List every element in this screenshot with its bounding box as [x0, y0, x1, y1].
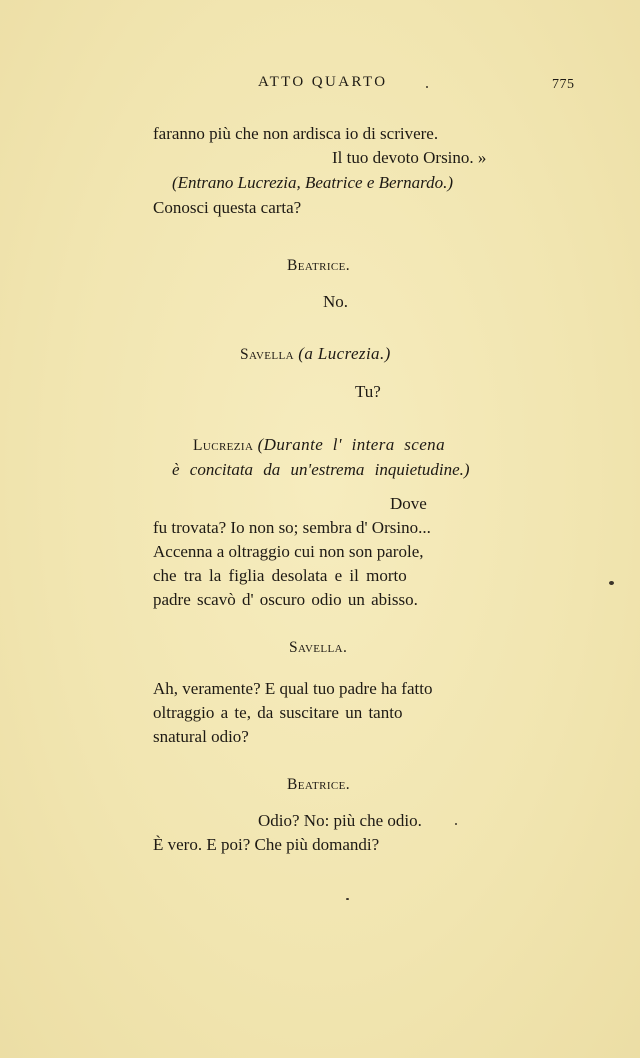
verse-line: Conosci questa carta? [153, 198, 302, 217]
stage-direction: (a Lucrezia.) [298, 344, 391, 363]
verse-line: padre scavò d' oscuro odio un abisso. [153, 590, 418, 609]
speaker-heading [193, 436, 445, 454]
stage-direction: è concitata da un'estrema inquietudine.) [172, 460, 470, 479]
page-number: 775 [552, 77, 575, 92]
verse-line: Dove [390, 494, 427, 513]
verse-line: fu trovata? Io non so; sembra d' Orsino... [153, 518, 431, 537]
verse-line: che tra la figlia desolata e il morto [153, 566, 407, 585]
verse-line: Accenna a oltraggio cui non son parole, [153, 542, 424, 561]
verse-line: È vero. E poi? Che più domandi? [153, 835, 380, 854]
verse-line: oltraggio a te, da suscitare un tanto [153, 703, 403, 722]
ink-speck [346, 898, 349, 900]
verse-line: Ah, veramente? E qual tuo padre ha fatto [153, 679, 433, 698]
speaker-name: Lucrezia [193, 437, 254, 454]
ink-speck [426, 86, 428, 88]
speaker-name: Savella [240, 346, 294, 363]
verse-line: faranno più che non ardisca io di scrivere. [153, 124, 439, 143]
speaker-name: Beatrice. [287, 776, 351, 793]
verse-line: Il tuo devoto Orsino. » [332, 148, 487, 167]
verse-line: No. [323, 292, 349, 311]
verse-line: Odio? No: più che odio. [258, 811, 422, 830]
verse-line: snatural odio? [153, 727, 249, 746]
speaker-heading [240, 345, 391, 363]
stage-direction: (Entrano Lucrezia, Beatrice e Bernardo.) [172, 173, 454, 192]
running-head: ATTO QUARTO [258, 74, 388, 90]
ink-speck [609, 581, 614, 585]
speaker-name: Beatrice. [287, 257, 351, 274]
verse-line: Tu? [355, 382, 381, 401]
speaker-name: Savella. [289, 639, 348, 656]
ink-speck [455, 823, 457, 825]
stage-direction: (Durante l' intera scena [257, 435, 445, 454]
